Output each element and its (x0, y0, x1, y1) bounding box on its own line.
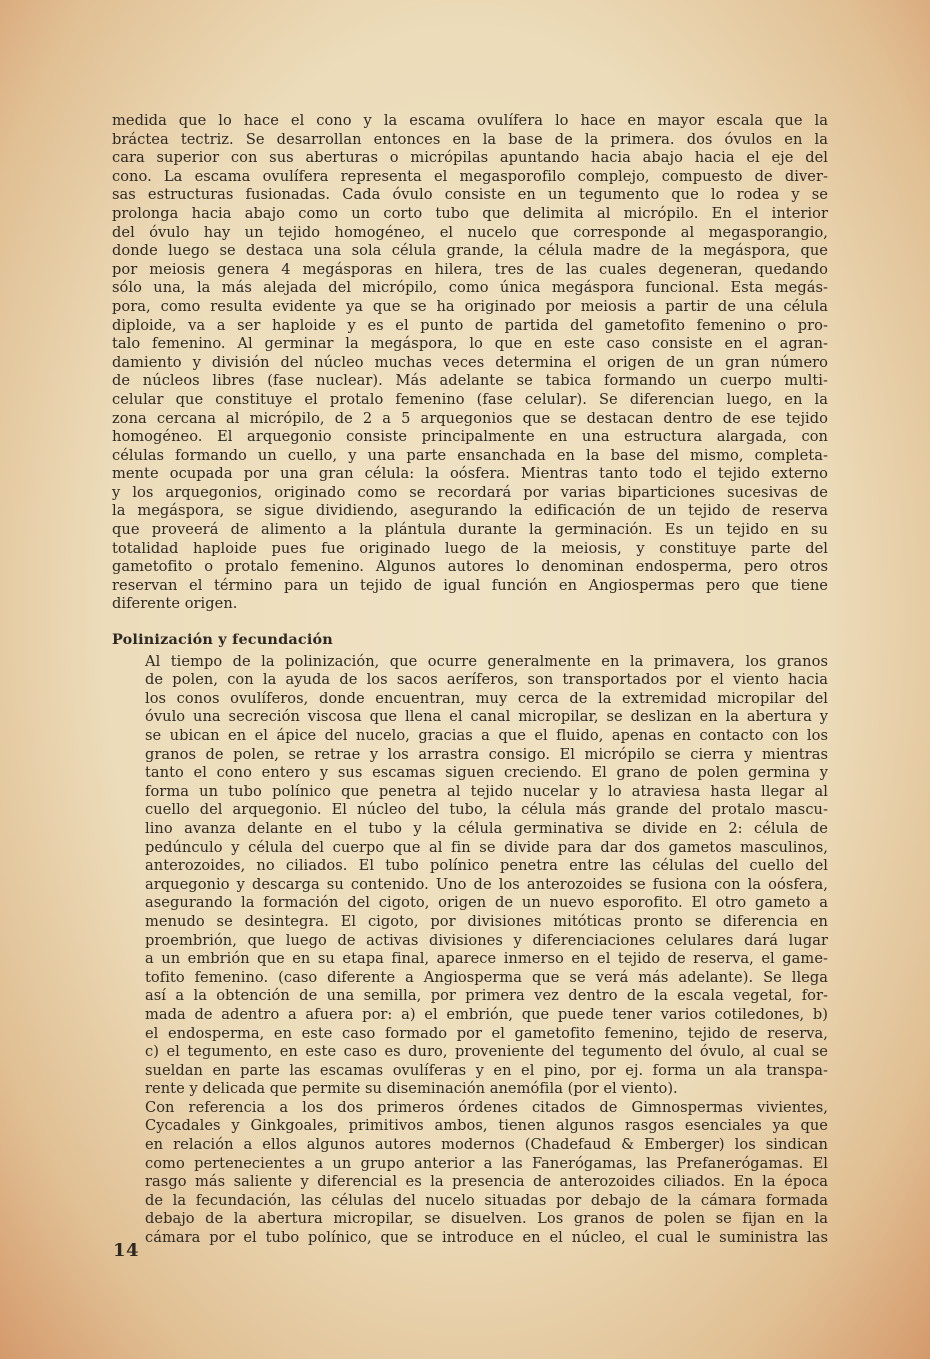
text-line: menudo se desintegra. El cigoto, por divisiones mitóticas pronto se diferencia en (145, 912, 828, 930)
text-line: de polen, con la ayuda de los sacos aeríferos, son transportados por el viento hacia (145, 671, 828, 689)
text-line: a un embrión que en su etapa final, aparece inmerso en el tejido de reserva, el game- (145, 950, 828, 968)
text-line: arquegonio y descarga su contenido. Uno de los anterozoides se fusiona con la oósfera, (145, 875, 828, 893)
text-line: mente ocupada por una gran célula: la oósfera. Mientras tanto todo el tejido externo (112, 465, 828, 483)
text-line: totalidad haploide pues fue originado luego de la meiosis, y constituye parte del (112, 539, 828, 557)
text-line: granos de polen, se retrae y los arrastra consigo. El micrópilo se cierra y mientras (145, 745, 828, 763)
text-line: así a la obtención de una semilla, por primera vez dentro de la escala vegetal, for- (145, 987, 828, 1005)
text-line: gametofito o protalo femenino. Algunos autores lo denominan endosperma, pero otros (112, 558, 828, 576)
text-line: el endosperma, en este caso formado por el gametofito femenino, tejido de reserva, (145, 1024, 828, 1042)
text-line: damiento y división del núcleo muchas veces determina el origen de un gran número (112, 353, 828, 371)
text-line: zona cercana al micrópilo, de 2 a 5 arquegonios que se destacan dentro de ese tejido (112, 409, 828, 427)
text-line: Al tiempo de la polinización, que ocurre generalmente en la primavera, los granos (145, 652, 828, 670)
intro-paragraph (112, 112, 828, 614)
text-line: del óvulo hay un tejido homogéneo, el nucelo que corresponde al megasporangio, (112, 223, 828, 241)
text-line: Cycadales y Ginkgoales, primitivos ambos, tienen algunos rasgos esenciales ya que (145, 1117, 828, 1135)
text-line: células formando un cuello, y una parte ensanchada en la base del mismo, completa- (112, 446, 828, 464)
text-line: prolonga hacia abajo como un corto tubo que delimita al micrópilo. En el interior (112, 204, 828, 222)
text-line: por meiosis genera 4 megásporas en hilera, tres de las cuales degeneran, quedando (112, 260, 828, 278)
page-body (112, 112, 828, 1248)
text-line: c) el tegumento, en este caso es duro, proveniente del tegumento del óvulo, al cual se (145, 1043, 828, 1061)
text-line: debajo de la abertura micropilar, se disuelven. Los granos de polen se fijan en la (145, 1210, 828, 1228)
text-line: que proveerá de alimento a la plántula durante la germinación. Es un tejido en su (112, 521, 828, 539)
text-line: pedúnculo y célula del cuerpo que al fin se divide para dar dos gametos masculinos, (145, 838, 828, 856)
text-line: pora, como resulta evidente ya que se ha originado por meiosis a partir de una célula (112, 297, 828, 315)
pollination-paragraph (112, 653, 828, 1099)
text-line: cámara por el tubo polínico, que se introduce en el núcleo, el cual le suministra las (145, 1229, 828, 1247)
text-line: bráctea tectriz. Se desarrollan entonces en la base de la primera. dos óvulos en la (112, 130, 828, 148)
cycadales-paragraph (112, 1099, 828, 1248)
text-line: sueldan en parte las escamas ovulíferas y en el pino, por ej. forma un ala transpa- (145, 1061, 828, 1079)
text-line: de la fecundación, las células del nucelo situadas por debajo de la cámara formada (145, 1191, 828, 1209)
text-line: reservan el término para un tejido de igual función en Angiospermas pero que tiene (112, 576, 828, 594)
text-line: tanto el cono entero y sus escamas siguen creciendo. El grano de polen germina y (145, 764, 828, 782)
text-line: donde luego se destaca una sola célula grande, la célula madre de la megáspora, que (112, 242, 828, 260)
text-line: homogéneo. El arquegonio consiste principalmente en una estructura alargada, con (112, 428, 828, 446)
text-line: talo femenino. Al germinar la megáspora, lo que en este caso consiste en el agran- (112, 335, 828, 353)
text-line: cuello del arquegonio. El núcleo del tubo, la célula más grande del protalo mascu- (145, 801, 828, 819)
text-line: de núcleos libres (fase nuclear). Más adelante se tabica formando un cuerpo multi- (112, 372, 828, 390)
text-line: se ubican en el ápice del nucelo, gracias a que el fluido, apenas en contacto con los (145, 727, 828, 744)
text-line: y los arquegonios, originado como se recordará por varias biparticiones sucesivas de (112, 483, 828, 501)
text-line: celular que constituye el protalo femenino (fase celular). Se diferencian luego, en la (112, 390, 828, 408)
text-line: sas estructuras fusionadas. Cada óvulo consiste en un tegumento que lo rodea y se (112, 186, 828, 204)
text-line: medida que lo hace el cono y la escama ovulífera lo hace en mayor escala que la (112, 112, 828, 129)
text-line: proembrión, que luego de activas divisiones y diferenciaciones celulares dará lugar (145, 931, 828, 949)
text-line: óvulo una secreción viscosa que llena el canal micropilar, se deslizan en la abertura y (145, 708, 828, 726)
text-line: cono. La escama ovulífera representa el megasporofilo complejo, compuesto de diver- (112, 167, 828, 185)
page-number: 14 (113, 1240, 140, 1261)
text-line: diferente origen. (112, 595, 238, 613)
text-line: anterozoides, no ciliados. El tubo polínico penetra entre las células del cuello del (145, 857, 828, 875)
text-line: asegurando la formación del cigoto, origen de un nuevo esporofito. El otro gameto a (145, 894, 828, 912)
text-line: como pertenecientes a un grupo anterior a las Fanerógamas, las Prefanerógamas. El (145, 1154, 828, 1172)
text-line: Con referencia a los dos primeros órdenes citados de Gimnospermas vivientes, (145, 1098, 828, 1116)
text-line: mada de adentro a afuera por: a) el embrión, que puede tener varios cotiledones, b) (145, 1005, 828, 1023)
section-heading: Polinización y fecundación (112, 631, 333, 649)
text-line: sólo una, la más alejada del micrópilo, como única megáspora funcional. Esta megás- (112, 279, 828, 297)
text-line: lino avanza delante en el tubo y la célula germinativa se divide en 2: célula de (145, 819, 828, 837)
text-line: en relación a ellos algunos autores modernos (Chadefaud & Emberger) los sindican (145, 1136, 828, 1154)
text-line: tofito femenino. (caso diferente a Angiosperma que se verá más adelante). Se llega (145, 968, 828, 986)
text-line: los conos ovulíferos, donde encuentran, muy cerca de la extremidad micropilar del (145, 689, 828, 707)
text-line: rasgo más saliente y diferencial es la presencia de anterozoides ciliados. En la época (145, 1173, 828, 1191)
text-line: cara superior con sus aberturas o micrópilas apuntando hacia abajo hacia el eje del (112, 149, 828, 167)
text-line: forma un tubo polínico que penetra al tejido nucelar y lo atraviesa hasta llegar al (145, 782, 828, 800)
text-line: la megáspora, se sigue dividiendo, asegurando la edificación de un tejido de reserva (112, 502, 828, 520)
text-line: diploide, va a ser haploide y es el punto de partida del gametofito femenino o pro- (112, 316, 828, 334)
text-line: rente y delicada que permite su diseminación anemófila (por el viento). (145, 1080, 678, 1098)
